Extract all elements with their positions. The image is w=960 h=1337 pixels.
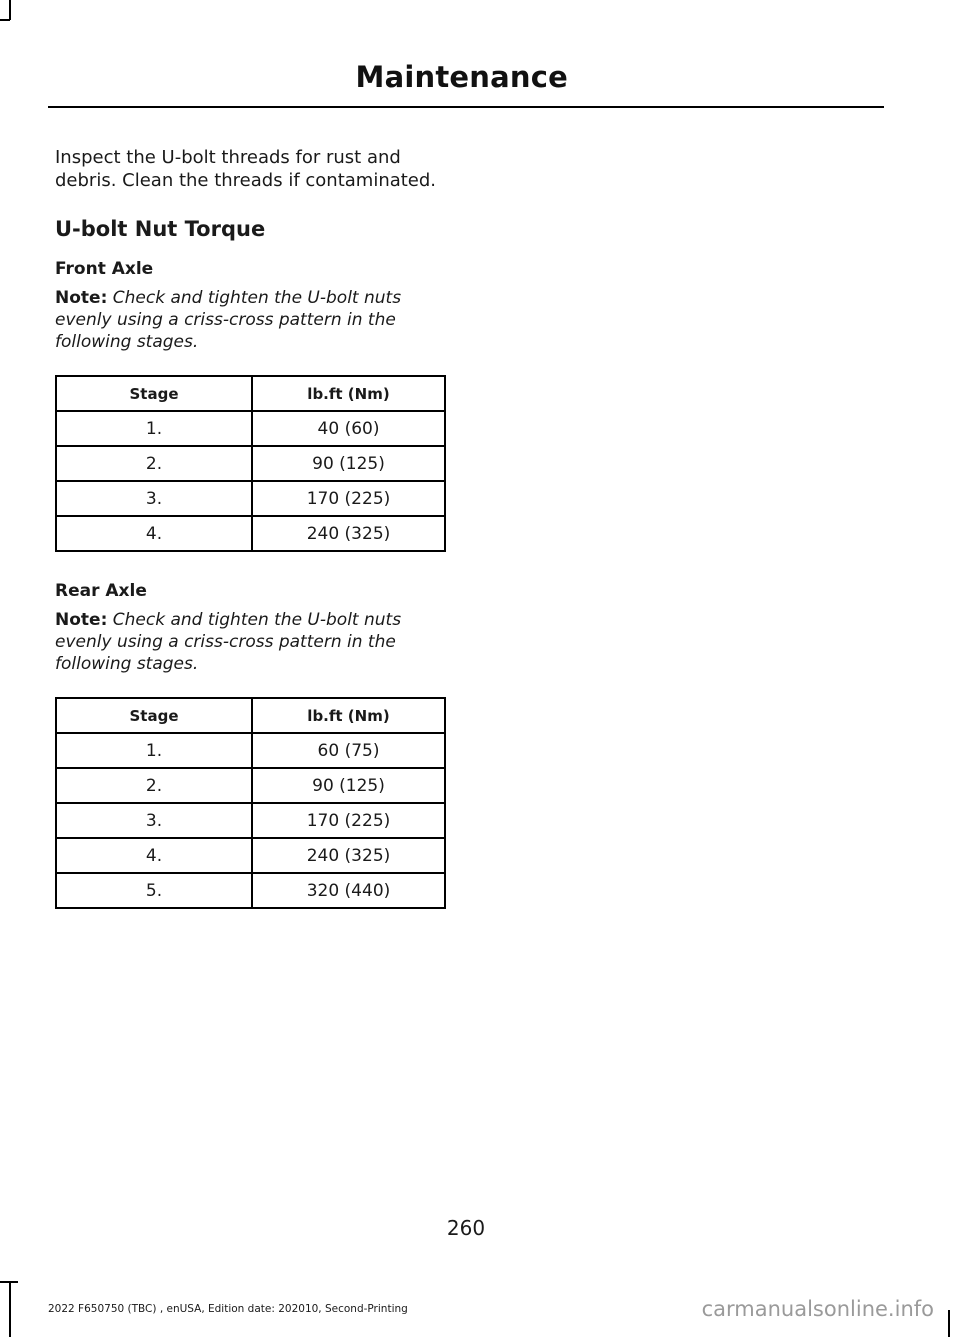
intro-paragraph: Inspect the U-bolt threads for rust and debris. Clean the threads if contaminated. — [55, 147, 437, 191]
table-row — [56, 446, 445, 481]
page-number: 260 — [446, 1216, 486, 1240]
watermark: carmanualsonline.info — [701, 1297, 934, 1321]
table-row — [56, 733, 445, 768]
torque-cell: 40 (60) — [252, 411, 445, 446]
column-header-stage: Stage — [56, 698, 252, 733]
torque-cell: 240 (325) — [252, 838, 445, 873]
stage-cell: 2. — [56, 768, 252, 803]
torque-cell: 60 (75) — [252, 733, 445, 768]
table-header-row — [56, 376, 445, 411]
stage-cell: 5. — [56, 873, 252, 908]
column-header-torque: lb.ft (Nm) — [252, 376, 445, 411]
torque-cell: 320 (440) — [252, 873, 445, 908]
note-label: Note: — [55, 610, 108, 630]
stage-cell: 4. — [56, 516, 252, 551]
stage-cell: 4. — [56, 838, 252, 873]
main-content — [55, 146, 447, 909]
table-row — [56, 803, 445, 838]
section-heading: U-bolt Nut Torque — [55, 217, 266, 241]
crop-mark-bottom-left-h — [0, 1281, 18, 1283]
front-axle-note — [55, 287, 447, 353]
note-label: Note: — [55, 288, 108, 308]
table-row — [56, 838, 445, 873]
torque-cell: 170 (225) — [252, 481, 445, 516]
stage-cell: 3. — [56, 481, 252, 516]
stage-cell: 1. — [56, 733, 252, 768]
crop-mark-bottom-left-v — [9, 1281, 11, 1337]
torque-cell: 90 (125) — [252, 446, 445, 481]
note-text: Check and tighten the U-bolt nuts evenly using a criss-cross pattern in the following stages. — [55, 288, 402, 352]
front-axle-heading: Front Axle — [55, 259, 154, 279]
crop-mark-top-left-v — [9, 0, 11, 20]
rear-axle-heading: Rear Axle — [55, 581, 147, 601]
table-header-row — [56, 698, 445, 733]
note-text: Check and tighten the U-bolt nuts evenly using a criss-cross pattern in the following stages. — [55, 610, 402, 674]
stage-cell: 1. — [56, 411, 252, 446]
header-rule — [48, 106, 884, 108]
crop-mark-top-left-h — [0, 19, 10, 21]
rear-axle-note — [55, 609, 447, 675]
table-row — [56, 516, 445, 551]
table-row — [56, 411, 445, 446]
table-row — [56, 768, 445, 803]
footer-edition-info: 2022 F650750 (TBC) , enUSA, Edition date: 202010, Second-Printing — [48, 1303, 408, 1315]
rear-axle-torque-table — [55, 697, 446, 909]
column-header-torque: lb.ft (Nm) — [252, 698, 445, 733]
table-row — [56, 481, 445, 516]
table-row — [56, 873, 445, 908]
crop-mark-bottom-right-v — [948, 1310, 950, 1337]
front-axle-torque-table — [55, 375, 446, 552]
stage-cell: 3. — [56, 803, 252, 838]
torque-cell: 240 (325) — [252, 516, 445, 551]
page-title: Maintenance — [355, 60, 568, 94]
column-header-stage: Stage — [56, 376, 252, 411]
stage-cell: 2. — [56, 446, 252, 481]
torque-cell: 90 (125) — [252, 768, 445, 803]
torque-cell: 170 (225) — [252, 803, 445, 838]
